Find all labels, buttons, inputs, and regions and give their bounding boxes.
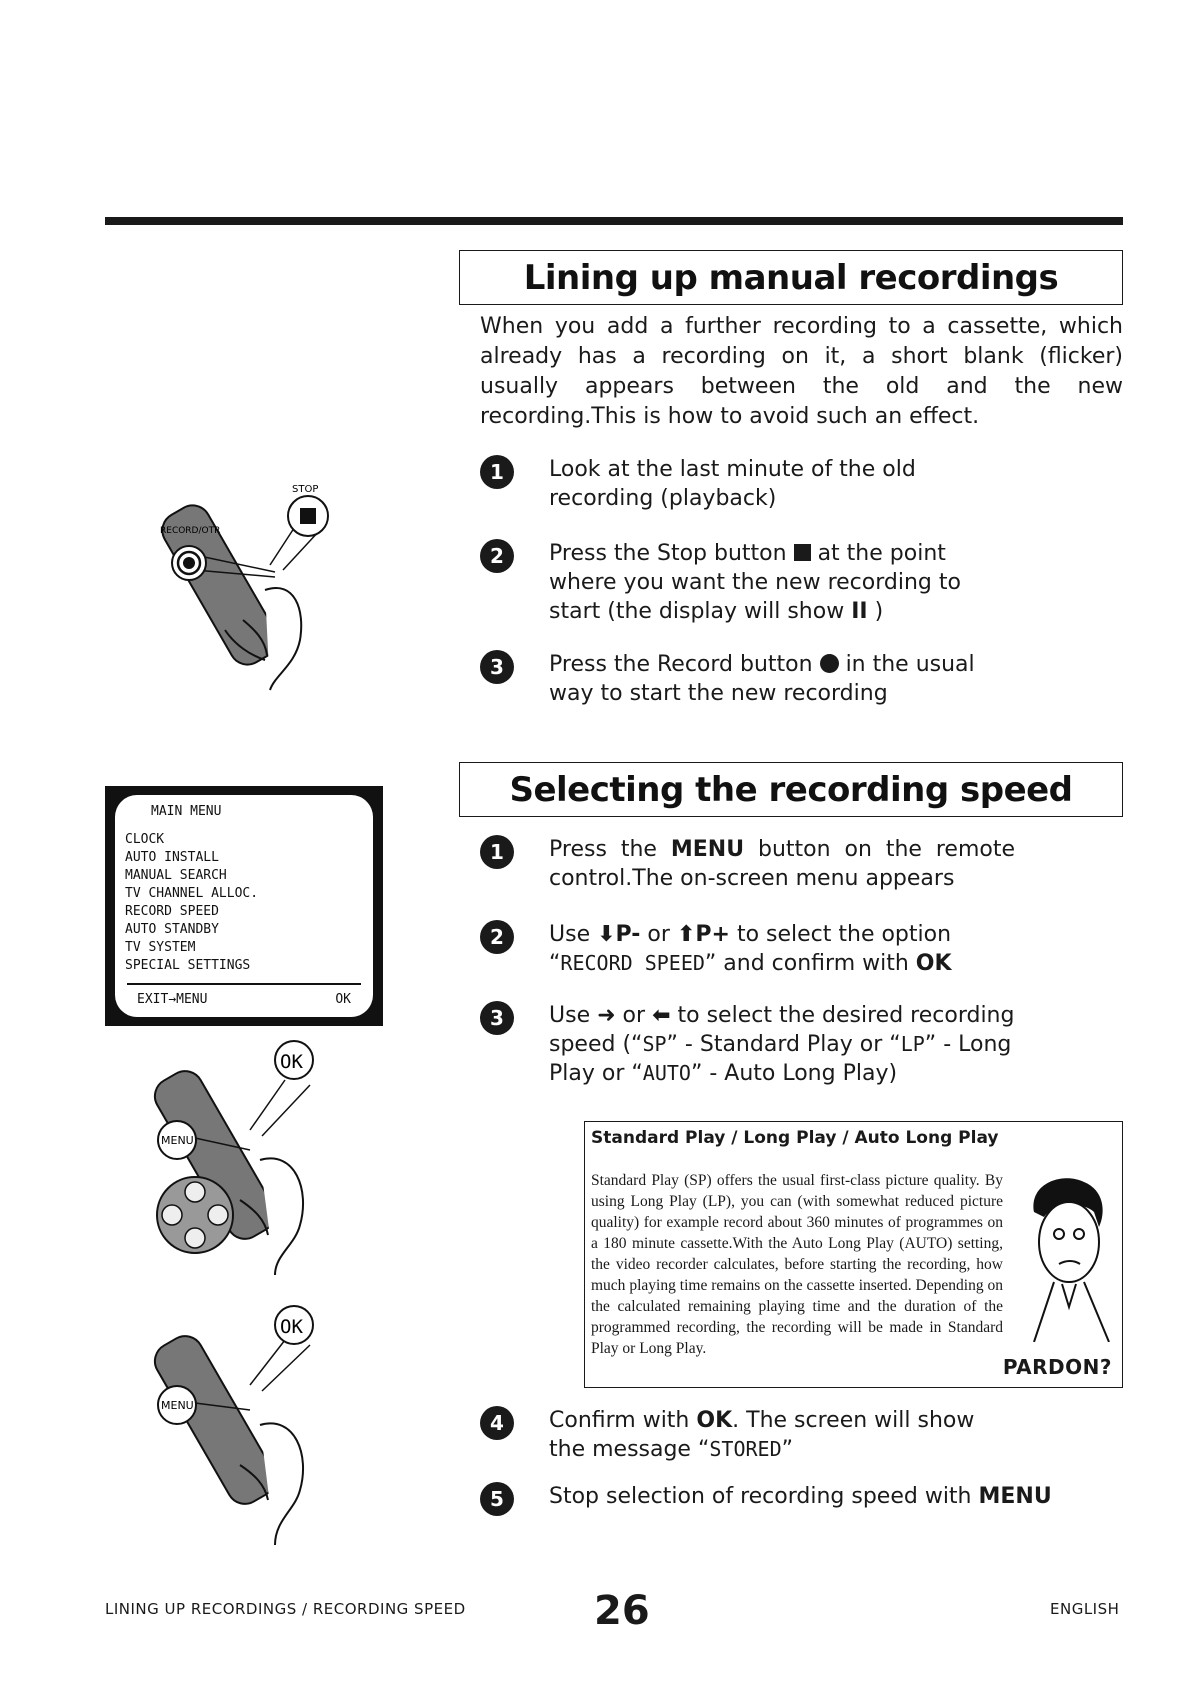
menu-label: MENU <box>161 1134 194 1147</box>
step-number: 1 <box>480 835 514 869</box>
ok-label: OK <box>280 1051 303 1073</box>
speed-step-4 <box>480 1406 1015 1464</box>
menu-item: CLOCK <box>125 832 165 847</box>
remote-menu-ok-illustration <box>150 1040 370 1280</box>
step-text: Use ⬇P- or ⬆P+ to select the option “RECORD SPEED” and confirm with OK <box>549 922 952 976</box>
footer-left: LINING UP RECORDINGS / RECORDING SPEED <box>105 1600 466 1618</box>
step-number: 2 <box>480 539 514 573</box>
arrow-right-icon: → <box>168 992 177 1007</box>
arrow-up-icon: ⬆ <box>676 922 696 947</box>
step-number: 2 <box>480 920 514 954</box>
step-number: 1 <box>480 455 514 489</box>
menu-item: MANUAL SEARCH <box>125 868 227 883</box>
speed-step-3 <box>480 1001 1015 1088</box>
section-title-text: Selecting the recording speed <box>509 769 1073 810</box>
menu-display <box>115 795 373 1017</box>
section-title-recording-speed <box>459 762 1123 817</box>
step-3 <box>480 650 1015 708</box>
record-label: RECORD/OTR <box>160 526 221 536</box>
menu-footer: EXIT→MENU OK <box>127 983 361 1009</box>
step-text: Press the Record button in the usual way to start the new recording <box>549 652 975 706</box>
info-box-title: Standard Play / Long Play / Auto Long Play <box>591 1128 999 1148</box>
menu-item: SPECIAL SETTINGS <box>125 958 251 973</box>
menu-item: AUTO INSTALL <box>125 850 219 865</box>
menu-title: MAIN MENU <box>151 804 222 819</box>
step-number: 5 <box>480 1482 514 1516</box>
step-text: Confirm with OK. The screen will show the message “STORED” <box>549 1408 975 1462</box>
menu-item: TV CHANNEL ALLOC. <box>125 886 259 901</box>
pardon-label: PARDON? <box>1002 1355 1112 1379</box>
section-title-text: Lining up manual recordings <box>523 257 1059 298</box>
arrow-left-icon: ⬅ <box>652 1003 671 1028</box>
step-2 <box>480 539 1015 626</box>
speed-step-2 <box>480 920 1015 978</box>
step-text: Use ➜ or ⬅ to select the desired recording speed (“SP” - Standard Play or “LP” - Long Play or “AUTO” - Auto Long Play) <box>549 1003 1015 1086</box>
footer-right: ENGLISH <box>1050 1600 1120 1618</box>
page-number: 26 <box>594 1588 650 1634</box>
arrow-right-icon: ➜ <box>597 1003 616 1028</box>
section-title-lining-up <box>459 250 1123 305</box>
remote-menu-ok-illustration-2 <box>150 1305 370 1550</box>
step-number: 4 <box>480 1406 514 1440</box>
stop-square-icon <box>794 544 811 561</box>
remote-stop-record-illustration <box>155 470 375 700</box>
step-number: 3 <box>480 1001 514 1035</box>
step-1 <box>480 455 1015 513</box>
step-text: Look at the last minute of the old recording (playback) <box>549 457 916 511</box>
stop-label: STOP <box>292 484 319 495</box>
menu-item: AUTO STANDBY <box>125 922 219 937</box>
menu-label: MENU <box>161 1399 194 1412</box>
menu-item: TV SYSTEM <box>125 940 196 955</box>
speed-step-5 <box>480 1482 1069 1516</box>
step-text: Stop selection of recording speed with MENU <box>549 1484 1052 1509</box>
speed-step-1 <box>480 835 1015 893</box>
ok-label: OK <box>280 1316 303 1338</box>
step-text: Press the MENU button on the remote control.The on-screen menu appears <box>549 837 1016 891</box>
step-number: 3 <box>480 650 514 684</box>
arrow-down-icon: ⬇ <box>597 922 616 947</box>
info-box-text: Standard Play (SP) offers the usual first-class picture quality. By using Long Play (LP), you can (with somewhat reduced picture quality) for example record about 360 minutes of programmes on a 180 minute cassette.With the Auto Long Play (AUTO) setting, the video recorder calculates, before starting the recording, how much playing time remains on the cassette inserted. Depending on the calculated remaining playing time and the duration of the programmed recording, the recording will be made in Standard Play or Long Play. <box>591 1172 1003 1357</box>
top-rule <box>105 217 1123 225</box>
main-menu-screen <box>105 786 383 1026</box>
intro-paragraph: When you add a further recording to a cassette, which already has a recording on it, a short blank (flicker) usually appears between the old and the new recording.This is how to avoid such an effect. <box>480 314 1123 429</box>
menu-item: RECORD SPEED <box>125 904 219 919</box>
speed-info-box <box>584 1121 1123 1388</box>
cartoon-man-icon <box>1014 1172 1114 1342</box>
record-dot-icon <box>820 654 839 673</box>
step-text: Press the Stop button at the point where you want the new recording to start (the display will show II ) <box>549 541 961 624</box>
